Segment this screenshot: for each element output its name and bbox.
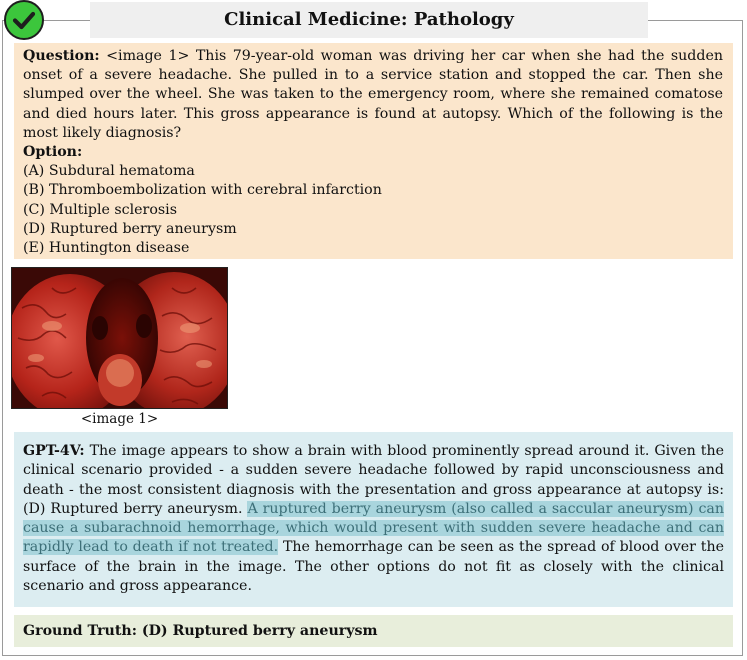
option-list: [23, 162, 723, 258]
figure-caption: <image 1>: [80, 411, 159, 427]
check-circle-icon: [4, 0, 44, 40]
brain-autopsy-image: [11, 267, 228, 409]
answer-text: [23, 442, 724, 596]
answer-body-end: The hemorrhage can be seen as the spread of blood over the surface of the brain in the image. The other options do not fit as closely with the clinical scenario and gross appearance.: [23, 539, 724, 595]
answer-highlight: A ruptured berry aneurysm (also called a saccular aneurysm) can cause a subarachnoid hemorrhage, which would present with sudden severe headache and can rapidly lead to death if not treated.: [23, 500, 724, 556]
question-label: Question:: [23, 48, 100, 64]
question-text: [23, 47, 723, 143]
option-item: (E) Huntington disease: [23, 240, 190, 257]
option-item: (D) Ruptured berry aneurysm: [23, 220, 237, 237]
question-box: [14, 43, 733, 259]
option-item: (C) Multiple sclerosis: [23, 201, 177, 218]
option-item: (B) Thromboembolization with cerebral infarction: [23, 182, 382, 199]
answer-body: The image appears to show a brain with blood prominently spread around it. Given the clinical scenario provided - a sudden severe headache followed by rapid unconsciousness and death - the most consistent diagnosis with the presentation and gross appearance at autopsy is: (D) Ruptured berry aneurysm.: [23, 443, 724, 517]
option-label: Option:: [23, 144, 83, 161]
question-body: <image 1> This 79-year-old woman was driving her car when she had the sudden onset of a severe headache. She pulled in to a service station and stopped the car. Then she slumped over the wheel. She was taken to the emergency room, where she remained comatose and died hours later. This gross appearance is found at autopsy. Which of the following is the most likely diagnosis?: [23, 48, 723, 141]
option-item: (A) Subdural hematoma: [23, 163, 195, 180]
answer-label: GPT-4V:: [23, 443, 85, 459]
page-title: Clinical Medicine: Pathology: [90, 2, 648, 38]
ground-truth-box: Ground Truth: (D) Ruptured berry aneurysm: [14, 615, 733, 647]
model-answer-box: [14, 432, 733, 607]
